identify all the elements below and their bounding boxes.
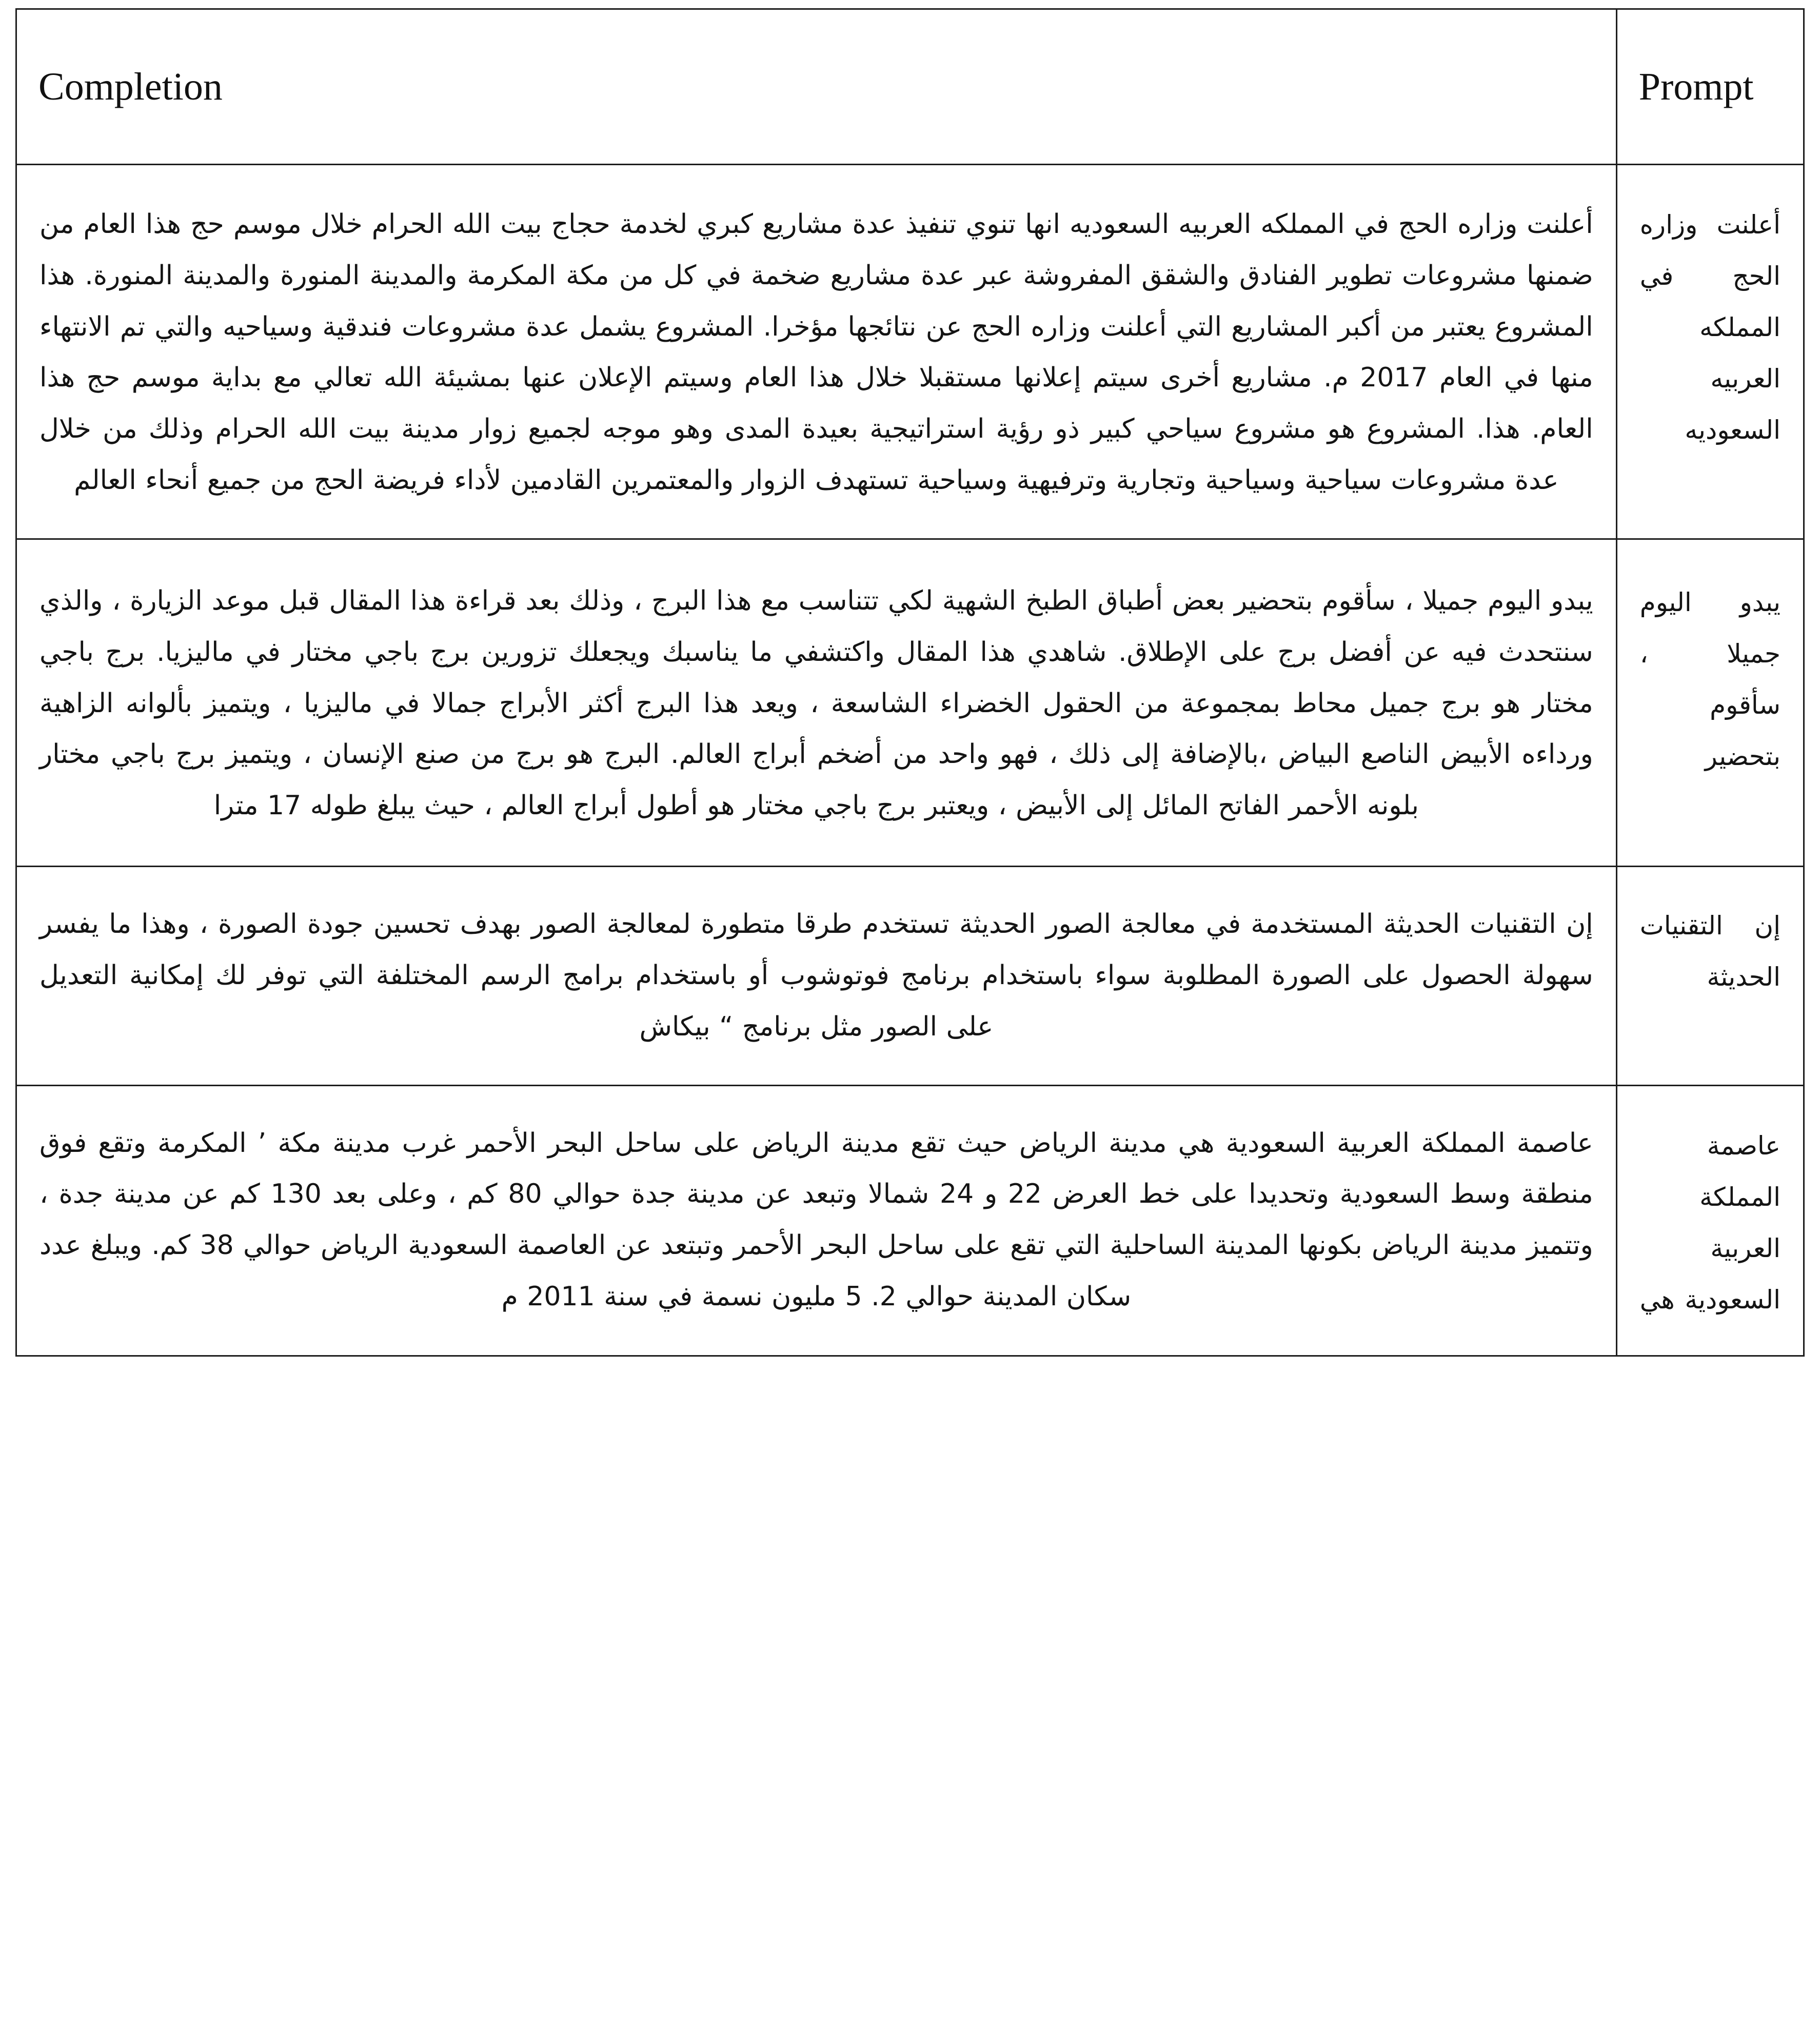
completion-text: أعلنت وزاره الحج في المملكه العربيه السعوديه انها تنوي تنفيذ عدة مشاريع كبري لخدمة حجاج بيت الله الحرام خلال موسم حج هذا العام من ضمنها مشروعات تطوير الفنادق والشقق المفروشة عبر عدة مشاريع ضخمة في كل من مكة المكرمة والمدينة المنورة والمدينة المنورة. هذا المشروع يعتبر من أكبر المشاريع التي أعلنت وزاره الحج عن نتائجها مؤخرا. المشروع يشمل عدة مشروعات فندقية وسياحيه والتي تم الانتهاء منها في العام 2017 م. مشاريع أخرى سيتم إعلانها مستقبلا خلال هذا العام وسيتم الإعلان عنها بمشيئة الله تعالي مع بداية موسم حج هذا العام. هذا. المشروع هو مشروع سياحي كبير ذو رؤية استراتيجية بعيدة المدى وهو موجه لجميع زوار مدينة بيت الله الحرام وذلك من خلال عدة مشروعات سياحية وسياحية وتجارية وترفيهية وسياحية تستهدف الزوار والمعتمرين القادمين لأداء فريضة الحج من جميع أنحاء العالم (39, 209, 1593, 496)
prompt-text: أعلنت وزاره الحج في المملكه العربيه السعوديه (1639, 210, 1781, 445)
cell-prompt-inner (1617, 540, 1803, 816)
prompt-text: إن التقنيات الحديثة (1639, 911, 1781, 992)
table-body (16, 165, 1804, 1356)
column-header-completion-label: Completion (38, 65, 223, 108)
column-header-completion (16, 9, 1617, 165)
column-header-prompt (1616, 9, 1804, 165)
column-header-prompt-label: Prompt (1638, 65, 1754, 108)
table-row (16, 165, 1804, 539)
cell-completion (16, 1085, 1617, 1356)
cell-prompt-inner (1617, 165, 1803, 487)
prompt-text: عاصمة المملكة العربية السعودية هي (1639, 1130, 1781, 1315)
cell-completion-inner (17, 1086, 1616, 1353)
table-row (16, 867, 1804, 1085)
cell-completion-inner (17, 165, 1616, 538)
table-header (16, 9, 1804, 165)
table-row (16, 539, 1804, 866)
prompt-completion-table (15, 8, 1805, 1357)
cell-prompt (1616, 867, 1804, 1085)
completion-text: عاصمة المملكة العربية السعودية هي مدينة الرياض حيث تقع مدينة الرياض على ساحل البحر الأحمر غرب مدينة مكة ٬ المكرمة وتقع فوق منطقة وسط السعودية وتحديدا على خط العرض 22 و 24 شمالا وتبعد عن مدينة جدة حوالي 80 كم ، وعلى بعد 130 كم عن مدينة جدة ، وتتميز مدينة الرياض بكونها المدينة الساحلية التي تقع على ساحل البحر الأحمر وتبتعد عن العاصمة السعودية الرياض حوالي 38 كم. ويبلغ عدد سكان المدينة حوالي 2. 5 مليون نسمة في سنة 2011 م (39, 1127, 1593, 1312)
completion-text: يبدو اليوم جميلا ، سأقوم بتحضير بعض أطباق الطبخ الشهية لكي تتناسب مع هذا البرج ، وذلك بعد قراءة هذا المقال قبل موعد الزيارة ، والذي سنتحدث فيه عن أفضل برج على الإطلاق. شاهدي هذا المقال واكتشفي ما يناسبك ويجعلك تزورين برج باجي مختار في ماليزيا. برج باجي مختار هو برج جميل محاط بمجموعة من الحقول الخضراء الشاسعة ، ويعد هذا البرج أكثر الأبراج جمالا في ماليزيا ، ويتميز بألوانه الزاهية ورداءه الأبيض الناصع البياض ،بالإضافة إلى ذلك ، فهو واحد من أضخم أبراج العالم. البرج هو برج من صنع الإنسان ، ويتميز برج باجي مختار بلونه الأحمر الفاتح المائل إلى الأبيض ، ويعتبر برج باجي مختار هو أطول أبراج العالم ، حيث يبلغ طوله 17 مترا (39, 585, 1593, 821)
cell-prompt-inner (1617, 1086, 1803, 1355)
cell-prompt-inner (1617, 867, 1803, 1034)
cell-completion (16, 539, 1617, 866)
prompt-text: يبدو اليوم جميلا ، سأقوم بتحضير (1639, 587, 1781, 771)
table-row (16, 1085, 1804, 1356)
cell-completion-inner (17, 540, 1616, 866)
cell-completion (16, 165, 1617, 539)
cell-completion-inner (17, 867, 1616, 1084)
cell-completion (16, 867, 1617, 1085)
cell-prompt (1616, 1085, 1804, 1356)
cell-prompt (1616, 165, 1804, 539)
cell-prompt (1616, 539, 1804, 866)
table-header-row (16, 9, 1804, 165)
completion-text: إن التقنيات الحديثة المستخدمة في معالجة الصور الحديثة تستخدم طرقا متطورة لمعالجة الصور بهدف تحسين جودة الصورة ، وهذا ما يفسر سهولة الحصول على الصورة المطلوبة سواء باستخدام برنامج فوتوشوب أو باستخدام برامج الرسم المختلفة التي توفر لك إمكانية التعديل على الصور مثل برنامج “ بيكاش (39, 909, 1593, 1042)
